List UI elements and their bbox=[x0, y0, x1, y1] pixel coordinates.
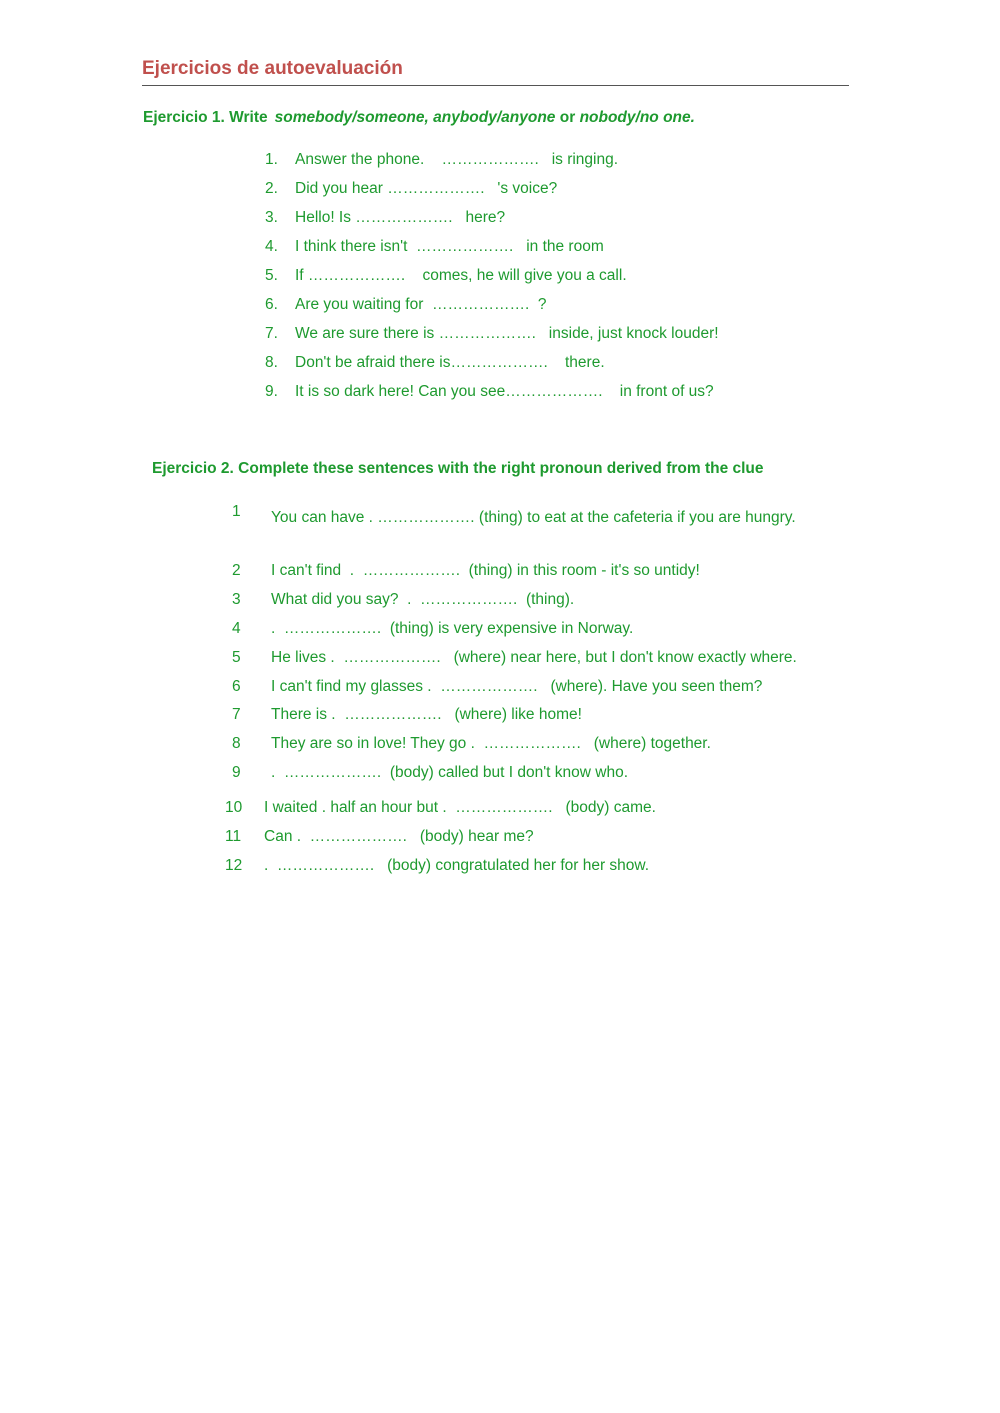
exercise2-item-text: You can have . ………………. (thing) to eat at the cafeteria if you are hungry. bbox=[271, 509, 796, 526]
exercise1-item bbox=[265, 325, 719, 343]
item-number: 6 bbox=[232, 678, 241, 695]
exercise1-option2: nobody/no one. bbox=[579, 109, 695, 126]
exercise1-item bbox=[265, 267, 627, 285]
exercise2-item-text: . ………………. (thing) is very expensive in Norway. bbox=[271, 620, 634, 637]
item-number: 9 bbox=[232, 764, 241, 781]
item-text: If ………………. comes, he will give you a call. bbox=[295, 267, 627, 284]
item-number: 5 bbox=[232, 649, 241, 666]
exercise2-item-text: I waited . half an hour but . ………………. (body) came. bbox=[264, 799, 656, 816]
exercise2-item-text: . ………………. (body) called but I don't know who. bbox=[271, 764, 629, 781]
item-text: It is so dark here! Can you see………………. in front of us? bbox=[295, 383, 714, 400]
exercise1-item bbox=[265, 180, 557, 198]
item-number: 9. bbox=[265, 383, 278, 400]
item-number: 4. bbox=[265, 238, 278, 255]
exercise1-item bbox=[265, 238, 604, 256]
title-divider bbox=[142, 85, 849, 86]
item-number: 10 bbox=[225, 799, 243, 816]
exercise1-heading bbox=[143, 109, 695, 127]
item-number: 3. bbox=[265, 209, 278, 226]
item-number: 2. bbox=[265, 180, 278, 197]
page-title: Ejercicios de autoevaluación bbox=[142, 58, 403, 79]
exercise1-item bbox=[265, 383, 714, 401]
item-number: 12 bbox=[225, 857, 243, 874]
item-number: 1. bbox=[265, 151, 278, 168]
item-number: 1 bbox=[232, 503, 241, 520]
item-number: 3 bbox=[232, 591, 241, 608]
exercise1-label: Ejercicio 1. Write bbox=[143, 109, 268, 126]
item-number: 8. bbox=[265, 354, 278, 371]
item-text: Are you waiting for ………………. ? bbox=[295, 296, 547, 313]
exercise1-option1: somebody/someone, anybody/anyone bbox=[274, 109, 556, 126]
item-text: Hello! Is ………………. here? bbox=[295, 209, 506, 226]
item-number: 4 bbox=[232, 620, 241, 637]
item-text: We are sure there is ………………. inside, just knock louder! bbox=[295, 325, 719, 342]
exercise1-item bbox=[265, 354, 605, 372]
exercise2-item-text: I can't find my glasses . ………………. (where). Have you seen them? bbox=[271, 678, 763, 695]
item-text: Don't be afraid there is………………. there. bbox=[295, 354, 605, 371]
exercise1-item bbox=[265, 209, 505, 227]
exercise2-item-text: He lives . ………………. (where) near here, but I don't know exactly where. bbox=[271, 649, 797, 666]
exercise2-item-text: Can . ………………. (body) hear me? bbox=[264, 828, 534, 845]
exercise2-item-text: I can't find . ………………. (thing) in this room - it's so untidy! bbox=[271, 562, 700, 579]
item-number: 7 bbox=[232, 706, 241, 723]
item-number: 2 bbox=[232, 562, 241, 579]
item-number: 8 bbox=[232, 735, 241, 752]
exercise1-item bbox=[265, 151, 618, 169]
item-number: 11 bbox=[225, 828, 242, 845]
exercise1-item bbox=[265, 296, 547, 314]
item-text: Did you hear ………………. 's voice? bbox=[295, 180, 558, 197]
item-text: I think there isn't ………………. in the room bbox=[295, 238, 604, 255]
exercise2-item-text: . ………………. (body) congratulated her for her show. bbox=[264, 857, 650, 874]
item-number: 5. bbox=[265, 267, 278, 284]
exercise2-item-text: What did you say? . ………………. (thing). bbox=[271, 591, 575, 608]
item-number: 7. bbox=[265, 325, 278, 342]
item-text: Answer the phone. ………………. is ringing. bbox=[295, 151, 619, 168]
exercise1-or: or bbox=[559, 109, 576, 126]
exercise2-heading: Ejercicio 2. Complete these sentences with the right pronoun derived from the clue bbox=[152, 460, 764, 477]
item-number: 6. bbox=[265, 296, 278, 313]
exercise2-item-text: They are so in love! They go . ………………. (where) together. bbox=[271, 735, 711, 752]
exercise2-item-text: There is . ………………. (where) like home! bbox=[271, 706, 582, 723]
